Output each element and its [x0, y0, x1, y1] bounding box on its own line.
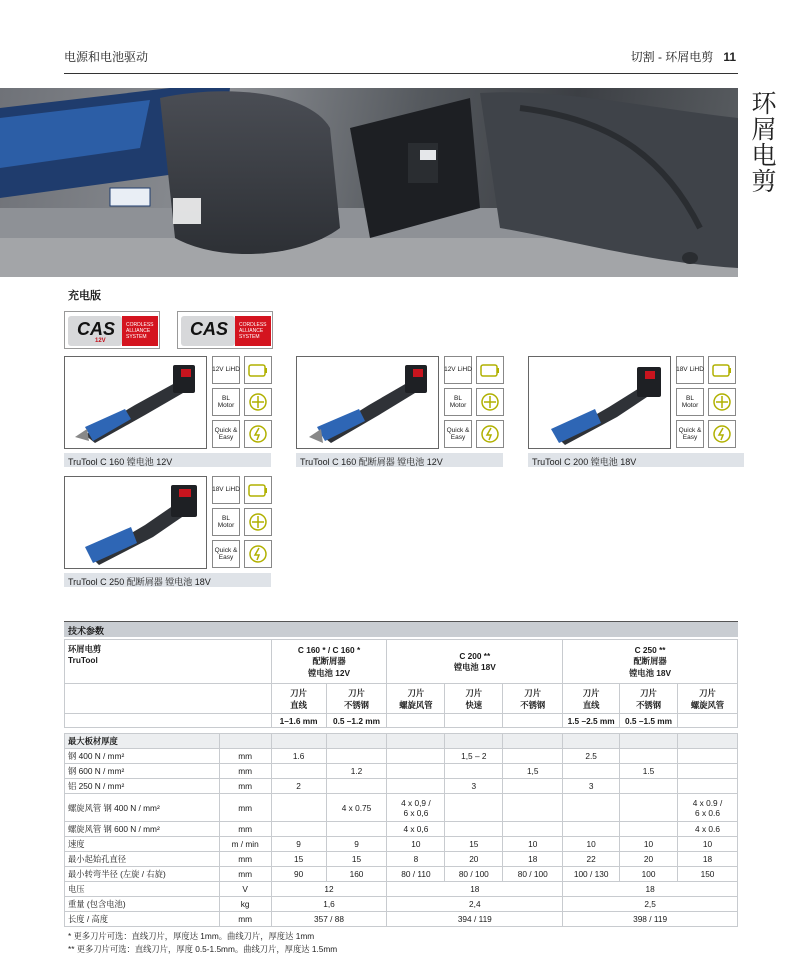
table-cell: V [219, 882, 271, 897]
table-cell: 1,5 [503, 764, 563, 779]
table-cell: 18 [503, 852, 563, 867]
table-cell: 0.5 –1.5 mm [620, 714, 678, 728]
table-cell [387, 749, 445, 764]
table-cell [445, 764, 503, 779]
table-cell: 100 / 130 [563, 867, 620, 882]
table-cell: 10 [620, 837, 678, 852]
section-name: 切割 - 环屑电剪 [630, 50, 714, 64]
table-cell [678, 714, 738, 728]
table-cell: 速度 [65, 837, 220, 852]
table-cell: C 200 ** 镗电池 18V [387, 640, 563, 684]
table-cell: 80 / 100 [445, 867, 503, 882]
table-cell: 8 [387, 852, 445, 867]
voltage-lihd-badge [444, 356, 472, 384]
table-cell: 1,5 – 2 [445, 749, 503, 764]
table-cell: 150 [678, 867, 738, 882]
product-card-c160 [64, 356, 271, 468]
product-photo-c160-chipbreaker [296, 356, 439, 449]
cas-voltage-mark: 12V [95, 338, 106, 344]
table-cell: 12 [271, 882, 387, 897]
table-row [65, 764, 738, 779]
table-cell: 20 [445, 852, 503, 867]
table-cell: 100 [620, 867, 678, 882]
table-cell [65, 684, 272, 714]
table-cell: m / min [219, 837, 271, 852]
motor-icon [476, 388, 504, 416]
table-cell [445, 822, 503, 837]
table-row [65, 822, 738, 837]
table-row [65, 852, 738, 867]
table-cell: 18 [678, 852, 738, 867]
table-cell [678, 764, 738, 779]
voltage-lihd-badge [212, 476, 240, 504]
table-cell [445, 714, 503, 728]
table-cell: 1.2 [326, 764, 387, 779]
table-cell: 刀片 不锈钢 [326, 684, 387, 714]
table-cell: 4 x 0.6 [678, 822, 738, 837]
voltage-text: 12V [444, 366, 456, 374]
page-number: 11 [723, 50, 736, 64]
table-cell [503, 779, 563, 794]
table-cell: 1.6 [271, 749, 326, 764]
table-cell: 90 [271, 867, 326, 882]
product-caption: TruTool C 160 配断屑器 镗电池 12V [296, 453, 503, 467]
table-cell: 刀片 螺旋风管 [678, 684, 738, 714]
table-cell [271, 764, 326, 779]
table-cell: kg [219, 897, 271, 912]
table-cell: 1,6 [271, 897, 387, 912]
table-cell: 10 [678, 837, 738, 852]
table-cell: mm [219, 867, 271, 882]
product-card-c250 [64, 476, 271, 588]
battery-icon [244, 476, 272, 504]
table-cell: 1.5 [620, 764, 678, 779]
table-row [65, 779, 738, 794]
table-cell: 10 [563, 837, 620, 852]
quick-easy-badge: Quick & Easy [212, 540, 240, 568]
table-cell: 3 [563, 779, 620, 794]
table-row [65, 837, 738, 852]
quick-easy-badge: Quick & Easy [676, 420, 704, 448]
table-cell: 9 [271, 837, 326, 852]
cas-wordmark: CAS [76, 319, 115, 339]
table-cell: 15 [445, 837, 503, 852]
battery-icon [708, 356, 736, 384]
table-cell [503, 749, 563, 764]
table-cell [65, 714, 272, 728]
cas-logo-red-panel [122, 316, 158, 346]
brushless-motor-badge: BL Motor [212, 508, 240, 536]
table-cell [678, 734, 738, 749]
cas-logo [177, 311, 273, 349]
voltage-lihd-badge [212, 356, 240, 384]
table-cell [620, 822, 678, 837]
table-cell: 18 [563, 882, 738, 897]
footnote-2: ** 更多刀片可选：直线刀片，厚度 0.5-1.5mm。曲线刀片，厚度达 1.5mm [68, 944, 338, 954]
table-cell [387, 734, 445, 749]
cas-12v-logo [64, 311, 160, 349]
product-photo-c250 [64, 476, 207, 569]
brushless-motor-badge: BL Motor [444, 388, 472, 416]
table-cell: 螺旋风管 钢 400 N / mm² [65, 794, 220, 822]
table-cell: mm [219, 764, 271, 779]
table-cell: 2.5 [563, 749, 620, 764]
quick-easy-badge: Quick & Easy [444, 420, 472, 448]
table-cell [563, 822, 620, 837]
table-cell: 刀片 螺旋风管 [387, 684, 445, 714]
table-cell: 4 x 0.75 [326, 794, 387, 822]
table-cell: 3 [445, 779, 503, 794]
table-cell [445, 794, 503, 822]
brushless-motor-badge: BL Motor [676, 388, 704, 416]
table-cell [445, 734, 503, 749]
table-cell: 4 x 0,9 / 6 x 0,6 [387, 794, 445, 822]
table-cell: 10 [387, 837, 445, 852]
hero-photo [0, 88, 738, 277]
quick-change-icon [708, 420, 736, 448]
head-label-cn: 环屑电剪 [68, 644, 102, 654]
table-cell: 9 [326, 837, 387, 852]
table-cell: mm [219, 852, 271, 867]
table-cell: 160 [326, 867, 387, 882]
table-cell [326, 734, 387, 749]
table-cell: 4 x 0,6 [387, 822, 445, 837]
table-cell [563, 794, 620, 822]
table-cell: mm [219, 749, 271, 764]
table-cell: 刀片 快速 [445, 684, 503, 714]
table-cell [620, 749, 678, 764]
table-cell: 1–1.6 mm [271, 714, 326, 728]
table-cell: 刀片 直线 [563, 684, 620, 714]
table-cell: 2,5 [563, 897, 738, 912]
table-cell: 长度 / 高度 [65, 912, 220, 927]
table-cell: 最大板材厚度 [65, 734, 220, 749]
table-cell: 357 / 88 [271, 912, 387, 927]
table-cell [503, 734, 563, 749]
table-row [65, 749, 738, 764]
table-cell [326, 779, 387, 794]
table-cell [620, 734, 678, 749]
product-photo-c200 [528, 356, 671, 449]
table-cell: 最小转弯半径 (左旋 / 右旋) [65, 867, 220, 882]
product-caption: TruTool C 250 配断屑器 镗电池 18V [64, 573, 271, 587]
battery-chem-text: LiHD [225, 486, 240, 494]
battery-chem-text: LiHD [225, 366, 240, 374]
battery-chem-text: LiHD [689, 366, 704, 374]
head-label-en: TruTool [68, 655, 98, 665]
hero-illustration [0, 88, 738, 277]
table-cell: 刀片 不锈钢 [620, 684, 678, 714]
table-cell: 20 [620, 852, 678, 867]
footnote-1: * 更多刀片可选：直线刀片，厚度达 1mm。曲线刀片，厚度达 1mm [68, 931, 315, 941]
battery-chem-text: LiHD [457, 366, 472, 374]
voltage-text: 12V [212, 366, 224, 374]
table-cell [563, 764, 620, 779]
cas-system-text: CORDLESS ALLIANCE SYSTEM [126, 322, 154, 340]
table-cell [503, 822, 563, 837]
section-title [631, 48, 736, 65]
cas-wordmark: CAS [189, 319, 228, 339]
table-row [65, 882, 738, 897]
tech-data-table [64, 639, 738, 927]
table-cell: 80 / 100 [503, 867, 563, 882]
quick-change-icon [476, 420, 504, 448]
table-cell: mm [219, 822, 271, 837]
voltage-lihd-badge [676, 356, 704, 384]
table-cell: 2 [271, 779, 326, 794]
table-cell: 钢 600 N / mm² [65, 764, 220, 779]
table-cell: 22 [563, 852, 620, 867]
table-row [65, 912, 738, 927]
voltage-text: 18V [212, 486, 224, 494]
table-cell [387, 764, 445, 779]
table-cell: 398 / 119 [563, 912, 738, 927]
table-cell: 80 / 110 [387, 867, 445, 882]
table-cell [620, 779, 678, 794]
header-rule [64, 73, 738, 74]
table-cell: 15 [271, 852, 326, 867]
table-cell: 18 [387, 882, 563, 897]
tech-data-heading: 技术参数 [64, 621, 738, 637]
quick-change-icon [244, 540, 272, 568]
table-cell: 394 / 119 [387, 912, 563, 927]
product-caption: TruTool C 160 镗电池 12V [64, 453, 271, 467]
table-cell: 螺旋风管 钢 600 N / mm² [65, 822, 220, 837]
table-cell: 最小起始孔直径 [65, 852, 220, 867]
product-caption: TruTool C 200 镗电池 18V [528, 453, 744, 467]
vertical-page-title: 环屑电剪 [748, 90, 776, 194]
table-cell [678, 779, 738, 794]
cordless-version-label: 充电版 [68, 290, 101, 302]
table-cell [326, 822, 387, 837]
brushless-motor-badge: BL Motor [212, 388, 240, 416]
battery-icon [476, 356, 504, 384]
table-cell [271, 734, 326, 749]
table-cell [326, 749, 387, 764]
table-cell: 电压 [65, 882, 220, 897]
quick-change-icon [244, 420, 272, 448]
table-cell: 15 [326, 852, 387, 867]
table-cell [387, 779, 445, 794]
table-cell: 重量 (包含电池) [65, 897, 220, 912]
table-cell: 4 x 0.9 / 6 x 0.6 [678, 794, 738, 822]
table-cell: 刀片 直线 [271, 684, 326, 714]
table-cell [271, 822, 326, 837]
table-cell: 1.5 –2.5 mm [563, 714, 620, 728]
table-cell: 2,4 [387, 897, 563, 912]
table-cell: 钢 400 N / mm² [65, 749, 220, 764]
motor-icon [244, 388, 272, 416]
table-cell [387, 714, 445, 728]
cas-system-text: CORDLESS ALLIANCE SYSTEM [239, 322, 267, 340]
table-cell: 10 [503, 837, 563, 852]
product-card-c160-chipbreaker [296, 356, 503, 468]
chapter-title: 电源和电池驱动 [64, 50, 149, 64]
table-cell [678, 749, 738, 764]
motor-icon [708, 388, 736, 416]
table-cell: 0.5 –1.2 mm [326, 714, 387, 728]
table-cell: mm [219, 779, 271, 794]
cas-logo-red-panel [235, 316, 271, 346]
table-row [65, 867, 738, 882]
voltage-text: 18V [676, 366, 688, 374]
table-cell [503, 794, 563, 822]
table-cell: mm [219, 794, 271, 822]
table-cell [219, 734, 271, 749]
table-row [65, 897, 738, 912]
table-head-label [65, 640, 272, 684]
table-cell [503, 714, 563, 728]
table-cell [271, 794, 326, 822]
product-card-c200 [528, 356, 735, 468]
motor-icon [244, 508, 272, 536]
table-cell: C 250 ** 配断屑器 镗电池 18V [563, 640, 738, 684]
table-cell: C 160 * / C 160 * 配断屑器 镗电池 12V [271, 640, 387, 684]
table-cell: 刀片 不锈钢 [503, 684, 563, 714]
table-cell [563, 734, 620, 749]
quick-easy-badge: Quick & Easy [212, 420, 240, 448]
table-cell: 铝 250 N / mm² [65, 779, 220, 794]
table-cell: mm [219, 912, 271, 927]
battery-icon [244, 356, 272, 384]
product-photo-c160 [64, 356, 207, 449]
table-cell [620, 794, 678, 822]
table-row [65, 794, 738, 822]
